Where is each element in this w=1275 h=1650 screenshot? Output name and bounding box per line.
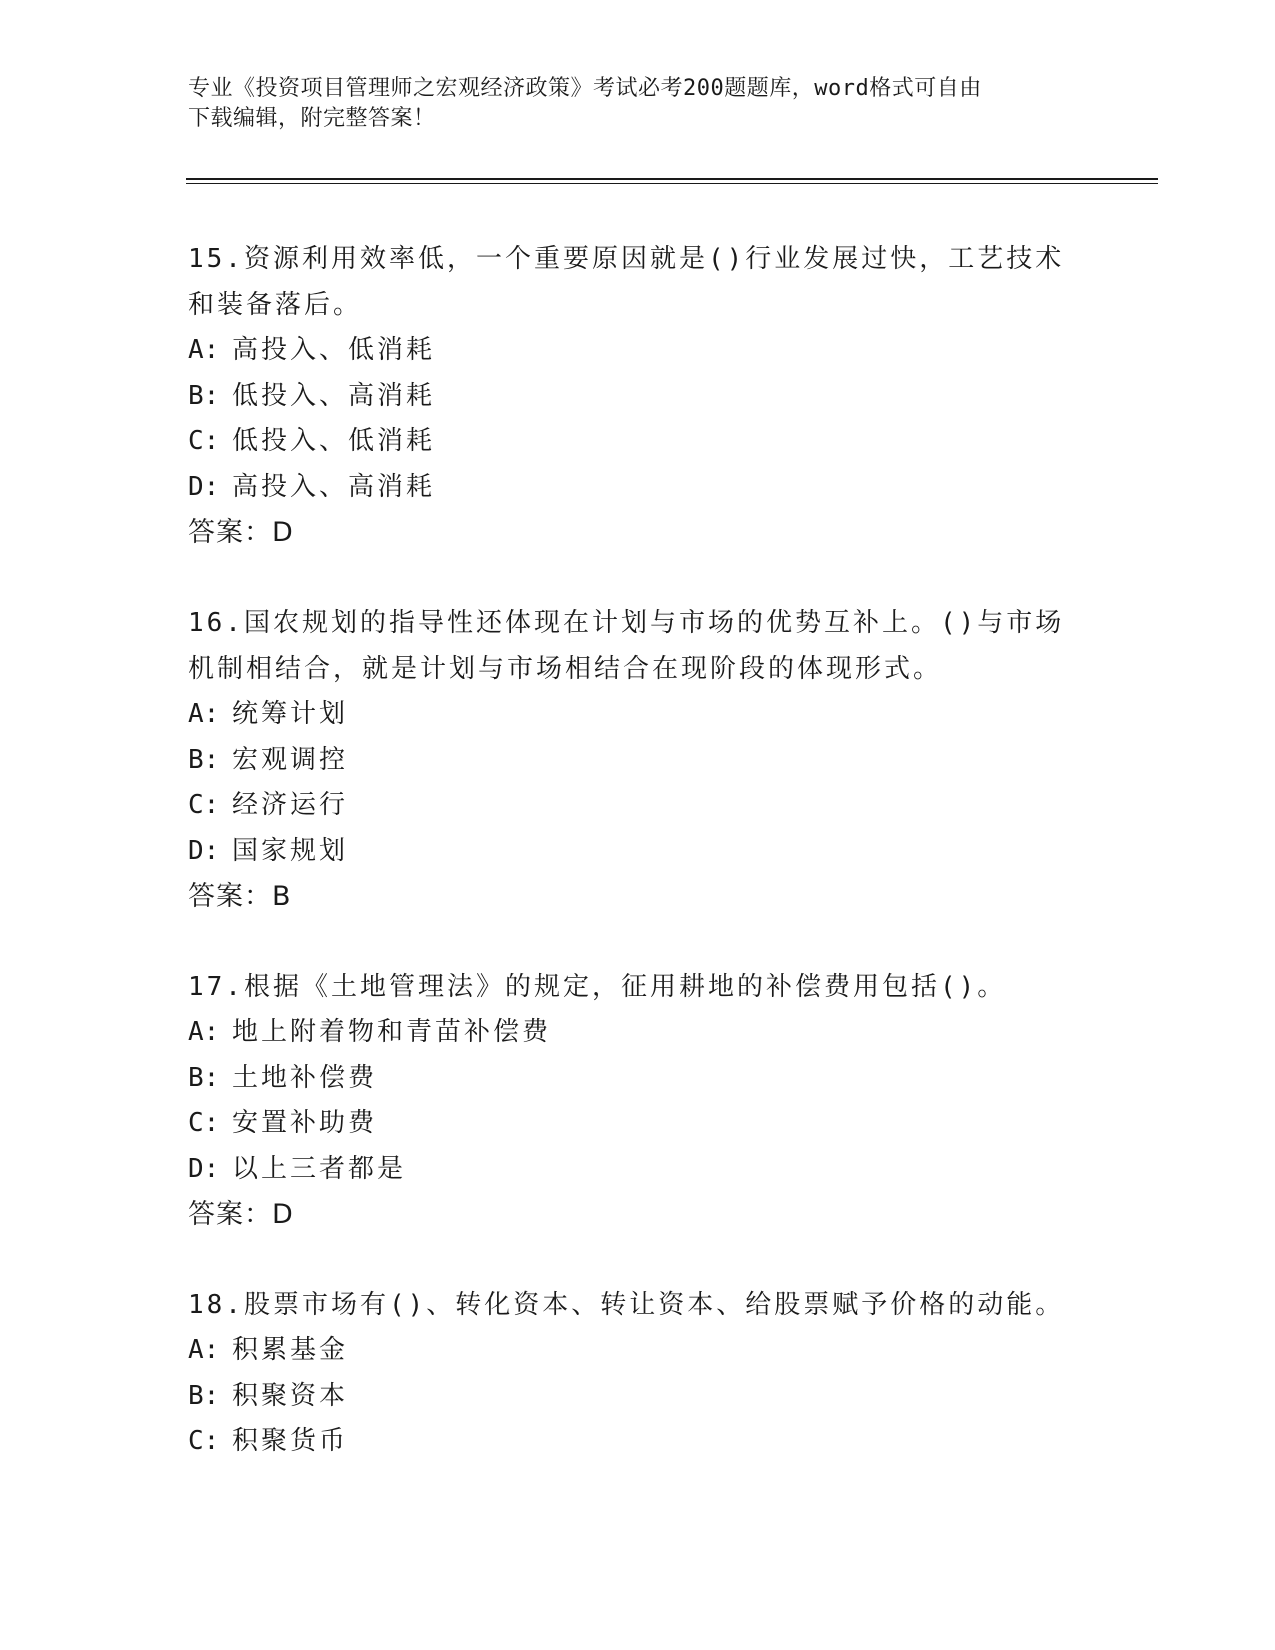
question-stem: 18.股票市场有()、转化资本、转让资本、给股票赋予价格的动能。	[188, 1290, 1065, 1320]
question-stem: 16.国农规划的指导性还体现在计划与市场的优势互补上。()与市场机制相结合，就是计划与市场相结合在现阶段的体现形式。	[188, 608, 1065, 684]
option-text: 安置补助费	[232, 1108, 378, 1138]
option-c	[188, 1419, 1088, 1465]
answer-line: 答案：D	[188, 517, 294, 548]
option-letter: C:	[188, 426, 220, 456]
question-15	[188, 236, 1088, 556]
option-text: 统筹计划	[232, 699, 349, 729]
option-letter: B:	[188, 380, 220, 411]
answer-line: 答案：B	[188, 881, 292, 912]
option-a	[188, 328, 1088, 374]
option-text: 以上三者都是	[232, 1153, 407, 1184]
option-c	[188, 1101, 1088, 1147]
option-b	[188, 1374, 1088, 1420]
option-d	[188, 465, 1088, 511]
option-text: 高投入、低消耗	[232, 335, 436, 365]
option-text: 积累基金	[232, 1335, 349, 1365]
header-divider-thin	[186, 183, 1158, 184]
header-divider-thick	[186, 178, 1158, 180]
option-b	[188, 738, 1088, 784]
option-letter: C:	[188, 1108, 220, 1138]
option-letter: A:	[188, 1017, 220, 1047]
option-c	[188, 783, 1088, 829]
header-line-1: 专业《投资项目管理师之宏观经济政策》考试必考200题题库，word格式可自由	[188, 76, 982, 101]
question-stem: 17.根据《土地管理法》的规定，征用耕地的补偿费用包括()。	[188, 972, 1007, 1002]
option-letter: D:	[188, 1153, 220, 1184]
option-b	[188, 1056, 1088, 1102]
option-text: 地上附着物和青苗补偿费	[232, 1017, 552, 1047]
option-b	[188, 374, 1088, 420]
option-text: 土地补偿费	[232, 1062, 378, 1093]
option-letter: A:	[188, 1335, 220, 1365]
option-text: 国家规划	[232, 835, 349, 866]
option-letter: C:	[188, 1426, 220, 1456]
question-17	[188, 964, 1088, 1238]
option-letter: C:	[188, 790, 220, 820]
option-d	[188, 829, 1088, 875]
question-16	[188, 600, 1088, 920]
option-letter: B:	[188, 1062, 220, 1093]
option-text: 高投入、高消耗	[232, 471, 436, 502]
question-list	[188, 236, 1088, 1509]
option-letter: B:	[188, 1380, 220, 1411]
question-stem: 15.资源利用效率低，一个重要原因就是()行业发展过快，工艺技术和装备落后。	[188, 244, 1065, 320]
header-line-2: 下载编辑，附完整答案！	[188, 106, 436, 131]
option-text: 积聚资本	[232, 1380, 349, 1411]
option-letter: A:	[188, 699, 220, 729]
question-18	[188, 1282, 1088, 1465]
option-text: 积聚货币	[232, 1426, 349, 1456]
option-letter: B:	[188, 744, 220, 775]
option-text: 经济运行	[232, 790, 349, 820]
option-a	[188, 1328, 1088, 1374]
option-a	[188, 692, 1088, 738]
document-header	[188, 74, 1068, 134]
option-text: 低投入、高消耗	[232, 380, 436, 411]
answer-line: 答案：D	[188, 1199, 294, 1230]
option-c	[188, 419, 1088, 465]
option-letter: D:	[188, 835, 220, 866]
option-letter: D:	[188, 471, 220, 502]
option-d	[188, 1147, 1088, 1193]
option-letter: A:	[188, 335, 220, 365]
option-text: 宏观调控	[232, 744, 349, 775]
option-text: 低投入、低消耗	[232, 426, 436, 456]
option-a	[188, 1010, 1088, 1056]
